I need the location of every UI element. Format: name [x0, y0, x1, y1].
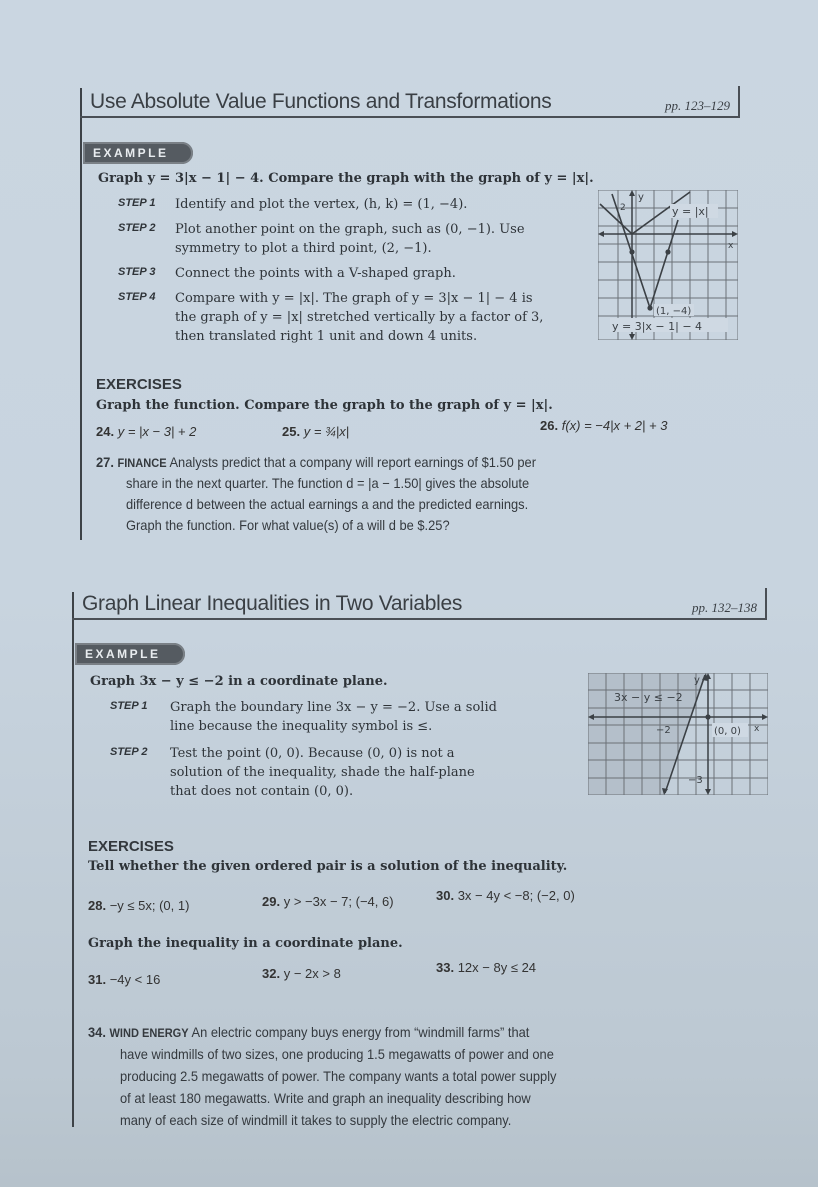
exercises-instruction: Graph the function. Compare the graph to the graph of y = |x|. — [96, 398, 553, 413]
exercise-29: 29. y > −3x − 7; (−4, 6) — [262, 894, 394, 909]
section-header — [72, 588, 767, 620]
section-title: Graph Linear Inequalities in Two Variables — [82, 592, 463, 615]
parent-function-label: y = |x| — [672, 205, 709, 218]
absolute-value-graph — [598, 190, 738, 340]
exercise-30: 30. 3x − 4y < −8; (−2, 0) — [436, 888, 575, 903]
section-margin-rule — [72, 592, 74, 1127]
example-prompt: Graph y = 3|x − 1| − 4. Compare the graph with the graph of y = |x|. — [98, 171, 594, 186]
step-label: STEP 2 — [118, 222, 156, 234]
step-text: Compare with y = |x|. The graph of y = 3|x − 1| − 4 is — [175, 291, 533, 306]
word-problem-line: producing 2.5 megawatts of power. The company wants a total power supply — [120, 1068, 557, 1084]
section-title: Use Absolute Value Functions and Transformations — [90, 90, 552, 113]
exercises-instruction: Graph the inequality in a coordinate plane. — [88, 936, 403, 951]
exercise-28: 28. −y ≤ 5x; (0, 1) — [88, 898, 190, 913]
vertex-label: (1, −4) — [656, 306, 692, 317]
step-text: Connect the points with a V-shaped graph. — [175, 266, 456, 281]
svg-text:−3: −3 — [688, 775, 703, 786]
example-badge: EXAMPLE — [75, 643, 185, 665]
step-text: line because the inequality symbol is ≤. — [170, 719, 433, 734]
step-text: Identify and plot the vertex, (h, k) = (1, −4). — [175, 197, 468, 212]
exercise-26: 26. f(x) = −4|x + 2| + 3 — [540, 418, 668, 433]
word-problem-line: many of each size of windmill it takes to supply the electric company. — [120, 1112, 512, 1128]
step-text: solution of the inequality, shade the half-plane — [170, 765, 475, 780]
section-margin-rule — [80, 88, 82, 540]
step-text: symmetry to plot a third point, (2, −1). — [175, 241, 432, 256]
exercise-32: 32. y − 2x > 8 — [262, 966, 341, 981]
page-reference: pp. 123–129 — [665, 98, 730, 113]
svg-text:x: x — [728, 241, 734, 251]
word-problem-line: have windmills of two sizes, one producing 1.5 megawatts of power and one — [120, 1046, 554, 1062]
word-problem-line: share in the next quarter. The function d = |a − 1.50| gives the absolute — [126, 475, 530, 491]
inequality-graph — [588, 673, 768, 795]
step-label: STEP 3 — [118, 266, 156, 278]
exercise-31: 31. −4y < 16 — [88, 972, 161, 987]
word-problem-34: 34. WIND ENERGY An electric company buys energy from “windmill farms” that — [88, 1024, 530, 1040]
inequality-label: 3x − y ≤ −2 — [614, 691, 683, 704]
word-problem-line: Graph the function. For what value(s) of a will d be $.25? — [126, 517, 450, 533]
step-text: then translated right 1 unit and down 4 units. — [175, 329, 478, 344]
svg-text:x: x — [754, 724, 760, 734]
page-reference: pp. 132–138 — [692, 600, 757, 615]
equation-label: y = 3|x − 1| − 4 — [612, 320, 703, 333]
exercise-33: 33. 12x − 8y ≤ 24 — [436, 960, 537, 975]
word-problem-line: difference d between the actual earnings a and the predicted earnings. — [126, 496, 529, 512]
svg-text:y: y — [694, 675, 700, 686]
svg-text:−2: −2 — [656, 725, 671, 736]
step-label: STEP 2 — [110, 746, 148, 758]
svg-text:2: 2 — [620, 203, 626, 213]
step-label: STEP 4 — [118, 291, 156, 303]
exercises-instruction: Tell whether the given ordered pair is a solution of the inequality. — [88, 859, 568, 874]
example-badge: EXAMPLE — [83, 142, 193, 164]
step-label: STEP 1 — [110, 700, 148, 712]
section-header — [80, 86, 740, 118]
example-prompt: Graph 3x − y ≤ −2 in a coordinate plane. — [90, 674, 388, 689]
step-text: Test the point (0, 0). Because (0, 0) is not a — [170, 746, 455, 761]
step-text: that does not contain (0, 0). — [170, 784, 354, 799]
step-text: the graph of y = |x| stretched vertically by a factor of 3, — [175, 310, 544, 325]
step-text: Graph the boundary line 3x − y = −2. Use a solid — [170, 700, 497, 715]
exercises-heading: EXERCISES — [88, 838, 174, 855]
exercise-24: 24. y = |x − 3| + 2 — [96, 424, 197, 439]
exercises-heading: EXERCISES — [96, 376, 182, 393]
step-label: STEP 1 — [118, 197, 156, 209]
step-text: Plot another point on the graph, such as (0, −1). Use — [175, 222, 525, 237]
exercise-25: 25. y = ¾|x| — [282, 424, 350, 439]
origin-label: (0, 0) — [714, 726, 741, 737]
word-problem-line: of at least 180 megawatts. Write and graph an inequality describing how — [120, 1090, 531, 1106]
svg-text:y: y — [638, 192, 644, 203]
word-problem-27: 27. FINANCE Analysts predict that a company will report earnings of $1.50 per — [96, 454, 537, 470]
